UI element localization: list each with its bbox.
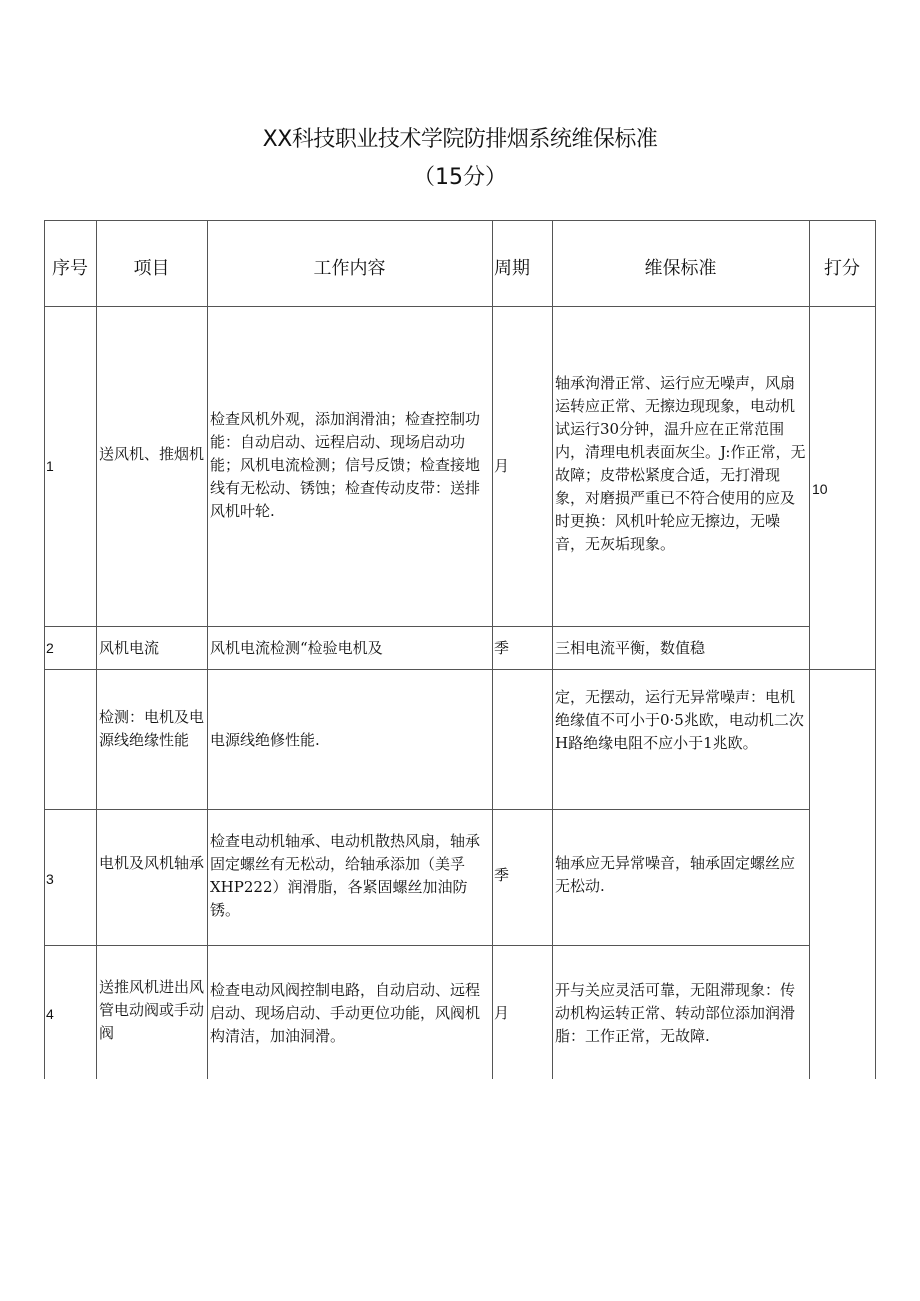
column-divider: [44, 220, 45, 1079]
row-seq: 2: [46, 640, 54, 656]
header-item: 项目: [133, 258, 170, 279]
row-item: 电机及风机轴承: [99, 854, 205, 872]
row-seq: 1: [46, 458, 54, 474]
row-standard: 三相电流平衡，数值稳: [555, 639, 706, 657]
table-border-top: [44, 220, 876, 221]
header-score: 打分: [824, 258, 860, 279]
row-item: 送推风机进出风管电动阀或手动阀: [99, 978, 205, 1042]
header-standard: 维保标准: [644, 258, 717, 279]
row-item: 送风机、推烟机: [99, 445, 205, 463]
row-divider: [44, 945, 810, 946]
row-divider: [44, 626, 810, 627]
row-seq: 3: [46, 871, 54, 887]
row-period: 月: [494, 1004, 510, 1022]
row-divider: [44, 809, 810, 810]
header-content: 工作内容: [313, 258, 386, 279]
row-content: 风机电流检测“检验电机及: [210, 639, 383, 657]
column-divider: [492, 220, 493, 1079]
column-divider: [809, 220, 810, 1079]
row-period: 季: [494, 639, 510, 657]
row-divider: [44, 669, 876, 670]
table-border-right: [875, 220, 876, 1079]
column-divider: [96, 220, 97, 1079]
row-content: 检查风机外观，添加润滑油；检查控制功能：自动启动、远程启动、现场启动功能；风机电流检测；信号反馈；检查接地线有无松动、锈蚀；检查传动皮带：送排风机叶轮.: [210, 410, 481, 520]
row-item: 风机电流: [99, 639, 160, 657]
row-content: 电源线绝修性能.: [210, 731, 320, 749]
row-standard: 轴承洵滑正常、运行应无噪声，风扇运转应正常、无擦边现现象，电动机试运行30分钟，温升应在正常范围内，清理电机表面灰尘。J:作正常，无故障；皮带松紧度合适，无打滑现象，对磨损严重已不符合使用的应及时更换：风机叶轮应无擦边，无噪音，无灰垢现象。: [555, 374, 806, 553]
header-divider: [44, 306, 876, 307]
row-item: 检测：电机及电源线绝缘性能: [99, 708, 205, 749]
column-divider: [207, 220, 208, 1079]
header-period: 周期: [494, 258, 530, 279]
document-subtitle: （15分）: [413, 165, 507, 190]
row-score: 10: [812, 481, 828, 497]
row-standard: 轴承应无异常噪音，轴承固定螺丝应无松动.: [555, 854, 796, 895]
document-title: XX科技职业技术学院防排烟系统维保标准: [262, 127, 658, 152]
row-period: 月: [494, 457, 510, 475]
row-content: 检查电动机轴承、电动机散热风扇，轴承固定螺丝有无松动，给轴承添加（美孚XHP222）润滑脂，各紧固螺丝加油防锈。: [210, 832, 481, 919]
row-period: 季: [494, 866, 510, 884]
column-divider: [552, 220, 553, 1079]
row-content: 检查电动风阀控制电路，自动启动、远程启动、现场启动、手动更位功能，风阀机构清洁，加油洞滑。: [210, 981, 481, 1045]
row-seq: 4: [46, 1006, 54, 1022]
header-seq: 序号: [52, 258, 88, 279]
row-standard: 开与关应灵活可靠，无阻滞现象：传动机构运转正常、转动部位添加润滑脂：工作正常，无故障.: [555, 981, 796, 1045]
row-standard: 定，无摆动，运行无异常噪声：电机绝缘值不可小于0·5兆欧，电动机二次H路绝缘电阻不应小于1兆欧。: [555, 688, 804, 752]
